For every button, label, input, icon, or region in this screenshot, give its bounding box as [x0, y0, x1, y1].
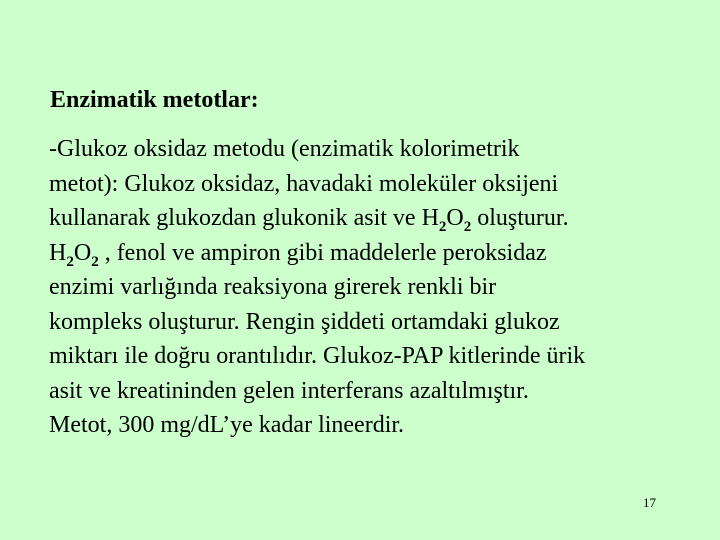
slide-body-text [49, 132, 699, 443]
body-line-3: kullanarak glukozdan glukonik asit ve $H_2O_2$ oluşturur. [49, 205, 569, 235]
page-number: 17 [643, 495, 656, 510]
body-line-5: enzimi varlığında reaksiyona girerek renkli bir [49, 274, 497, 300]
body-line-2: metot): Glukoz oksidaz, havadaki moleküler oksijeni [49, 170, 559, 197]
subscript: 2 [91, 253, 99, 270]
body-line-7: miktarı ile doğru orantılıdır. Glukoz-PAP kitlerinde ürik [49, 343, 586, 369]
subscript: 2 [438, 219, 447, 235]
body-line-6: kompleks oluşturur. Rengin şiddeti ortamdaki glukoz [49, 308, 560, 335]
body-line-8: asit ve kreatininden gelen interferans azaltılmıştır. [49, 377, 529, 404]
subscript: 2 [463, 219, 472, 235]
body-line-1: -Glukoz oksidaz metodu (enzimatik kolorimetrik [49, 136, 520, 162]
body-line-4: $H_2O_2$ , fenol ve ampiron gibi maddelerle peroksidaz [49, 239, 547, 270]
slide-heading: Enzimatik metotlar: [50, 87, 259, 113]
subscript: 2 [66, 253, 74, 270]
body-line-9: Metot, 300 mg/dL’ye kadar lineerdir. [49, 412, 405, 438]
